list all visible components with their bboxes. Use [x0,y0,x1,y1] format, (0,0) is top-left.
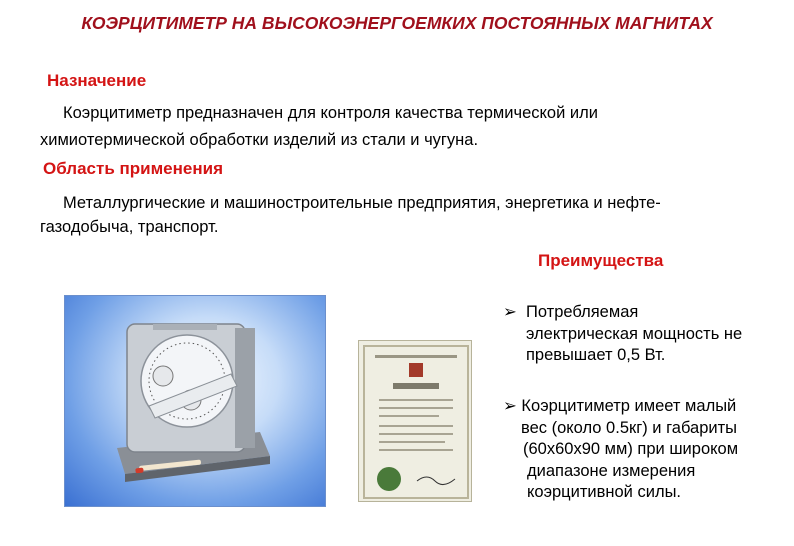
cigarette-tip [135,468,143,474]
advantage-2-line-3: (60х60х90 мм) при широком [523,440,739,458]
patent-seal [377,467,401,491]
dial-knob-left [153,366,173,386]
patent-text-line [379,399,453,401]
patent-certificate-image [358,340,472,502]
patent-text-line [379,425,453,427]
device-top-bar [153,324,217,330]
patent-text-line [379,407,453,409]
patent-label-bar [393,383,439,389]
advantage-1-line-2: электрическая мощность не [526,324,743,343]
advantage-item-1 [503,302,742,367]
patent-text-line [379,441,445,443]
purpose-line-1: Коэрцитиметр предназначен для контроля качества термической или [63,104,598,122]
application-heading: Область применения [43,159,224,178]
patent-text-line [379,433,453,435]
coercimeter-photo [64,295,326,507]
patent-illustration [359,341,473,503]
application-line-2: газодобыча, транспорт. [40,218,219,236]
page-title: КОЭРЦИТИМЕТР НА ВЫСОКОЭНЕРГОЕМКИХ ПОСТОЯННЫХ МАГНИТАХ [81,13,713,33]
bullet-arrow-icon: ➢ [503,303,517,321]
bullet-arrow-icon: ➢ [503,397,517,415]
patent-text-line [379,415,439,417]
patent-signature [417,477,455,485]
advantages-heading: Преимущества [538,251,664,270]
coercimeter-device-illustration [65,296,326,507]
patent-text-line [379,449,453,451]
patent-emblem [409,363,423,377]
purpose-heading: Назначение [47,71,147,90]
advantage-item-2 [503,396,738,504]
advantage-2-line-4: диапазоне измерения [527,461,696,480]
advantage-2-line-1: Коэрцитиметр имеет малый [521,397,737,415]
advantage-1-line-3: превышает 0,5 Вт. [526,346,666,364]
application-line-1: Металлургические и машиностроительные предприятия, энергетика и нефте- [63,194,661,212]
patent-header-line [375,355,457,358]
advantage-1-line-1: Потребляемая [526,303,639,321]
advantage-2-line-2: вес (около 0.5кг) и габариты [521,418,737,437]
device-side [235,328,255,448]
purpose-line-2: химиотермической обработки изделий из стали и чугуна. [40,131,479,149]
advantage-2-line-5: коэрцитивной силы. [527,483,682,501]
